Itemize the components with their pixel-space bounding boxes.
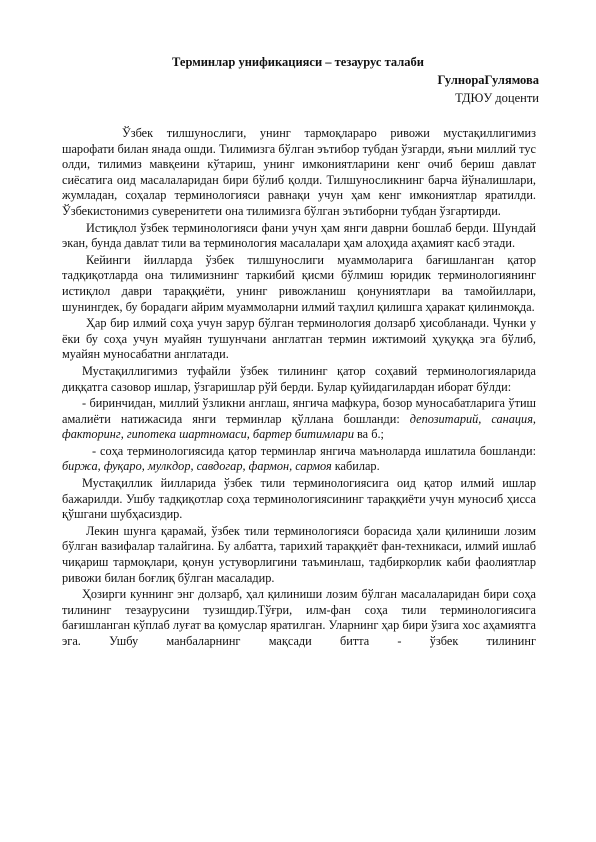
author-name: ГулнораГулямова: [437, 73, 539, 87]
paragraph-text: - биринчидан, миллий ўзликни англаш, янгича мафкура, бозор муносабатларига ўтиш амалиёти натижасида янги терминлар қўллана бошланди:: [62, 396, 536, 426]
document-body: [62, 126, 536, 651]
paragraph: Истиқлол ўзбек терминологияси фани учун ҳам янги даврни бошлаб берди. Шундай экан, бунда давлат тили ва терминология масалалари ҳам алоҳида аҳамият касб этади.: [62, 220, 536, 251]
list-paragraph: [62, 396, 536, 443]
paragraph-text: ва б.;: [353, 427, 384, 442]
paragraph: Ҳозирги куннинг энг долзарб, ҳал қилиниши лозим бўлган масалаларидан бири соҳа тилининг тезаурусини тузишдир.Тўғри, илм-фан соҳа тили терминологиясига бағишланган кўплаб луғат ва қомуслар яратилган. Уларнинг ҳар бири ўзига хос аҳамиятга эга. Ушбу манбаларнинг мақсади битта - ўзбек тилининг: [62, 587, 536, 648]
document-title: Терминлар унификацияси – тезаурус талаби: [172, 55, 424, 69]
italic-terms: биржа, фуқаро, мулкдор, савдогар, фармон, сармоя: [62, 459, 332, 474]
paragraph: Мустақиллик йилларида ўзбек тили терминологиясига оид қатор илмий ишлар бажарилди. Ушбу тадқиқотлар соҳа терминологиясининг тараққиёти учун муносиб ҳисса қўшгани шубҳасиздир.: [62, 476, 536, 522]
paragraph: Лекин шунга қарамай, ўзбек тили терминологияси борасида ҳали қилиниши лозим бўлган вазифалар талайгина. Бу албатта, тарихий тараққиёт фан-техникаси, илмий ишлаб чиқариш тармоқлари, қонун устуворлигини таъминлаш, тадбиркорлик каби фаолиятлар ривожи билан боғлиқ бўлган масаладир.: [62, 523, 536, 585]
paragraph: Кейинги йилларда ўзбек тилшунослиги муаммоларига бағишланган қатор тадқиқотларда она тилимизнинг таркибий қисми бўлмиш юридик терминологиянинг истиқлол даври тараққиёти, унинг ривожланиш қонуниятлари ва тамойиллари, шунингдек, бу борадаги айрим муаммоларни илмий таҳлил қилишга ҳаракат қилинмоқда.: [62, 252, 536, 314]
paragraph: Мустақиллигимиз туфайли ўзбек тилининг қатор соҳавий терминологияларида диққатга сазовор ишлар, ўзгаришлар рўй берди. Булар қуйидагилардан иборат бўлди:: [62, 363, 536, 394]
paragraph-text: - соҳа терминологиясида қатор терминлар янгича маъноларда ишлатила бошланди:: [92, 443, 536, 458]
paragraph: Ўзбек тилшунослиги, унинг тармоқлараро ривожи мустақиллигимиз шарофати билан янада ошди. Тилимизга бўлган эътибор тубдан ўзгарди, яъни миллий тус олди, тилимиз мавқеини кўтариш, унинг имкониятларини кенг очиб бериш давлат сиёсатига оид масалаларидан бири бўлиб қолди. Тилшуносликнинг барча йўналишлари, жумладан, соҳалар терминологияси равнақи учун ҳам кенг имкониятлар яратилди. Ўзбекистонимиз суверенитети она тилимизга бўлган эътиборни тубдан ўзгартирди.: [62, 126, 536, 218]
paragraph-text: кабилар.: [331, 459, 380, 474]
author-position: ТДЮУ доценти: [455, 91, 539, 105]
italic-terms: депозитарий, санация, факторинг, гипотека шартномаси, бартер битимлари: [62, 411, 536, 442]
list-paragraph: [62, 444, 536, 475]
paragraph: Ҳар бир илмий соҳа учун зарур бўлган терминология долзарб ҳисобланади. Чунки у ёки бу соҳа учун муайян тушунчани англатган термин ижтимоий ҳуқуққа эга бўлиб, муайян муносабатни англатади.: [62, 316, 536, 362]
